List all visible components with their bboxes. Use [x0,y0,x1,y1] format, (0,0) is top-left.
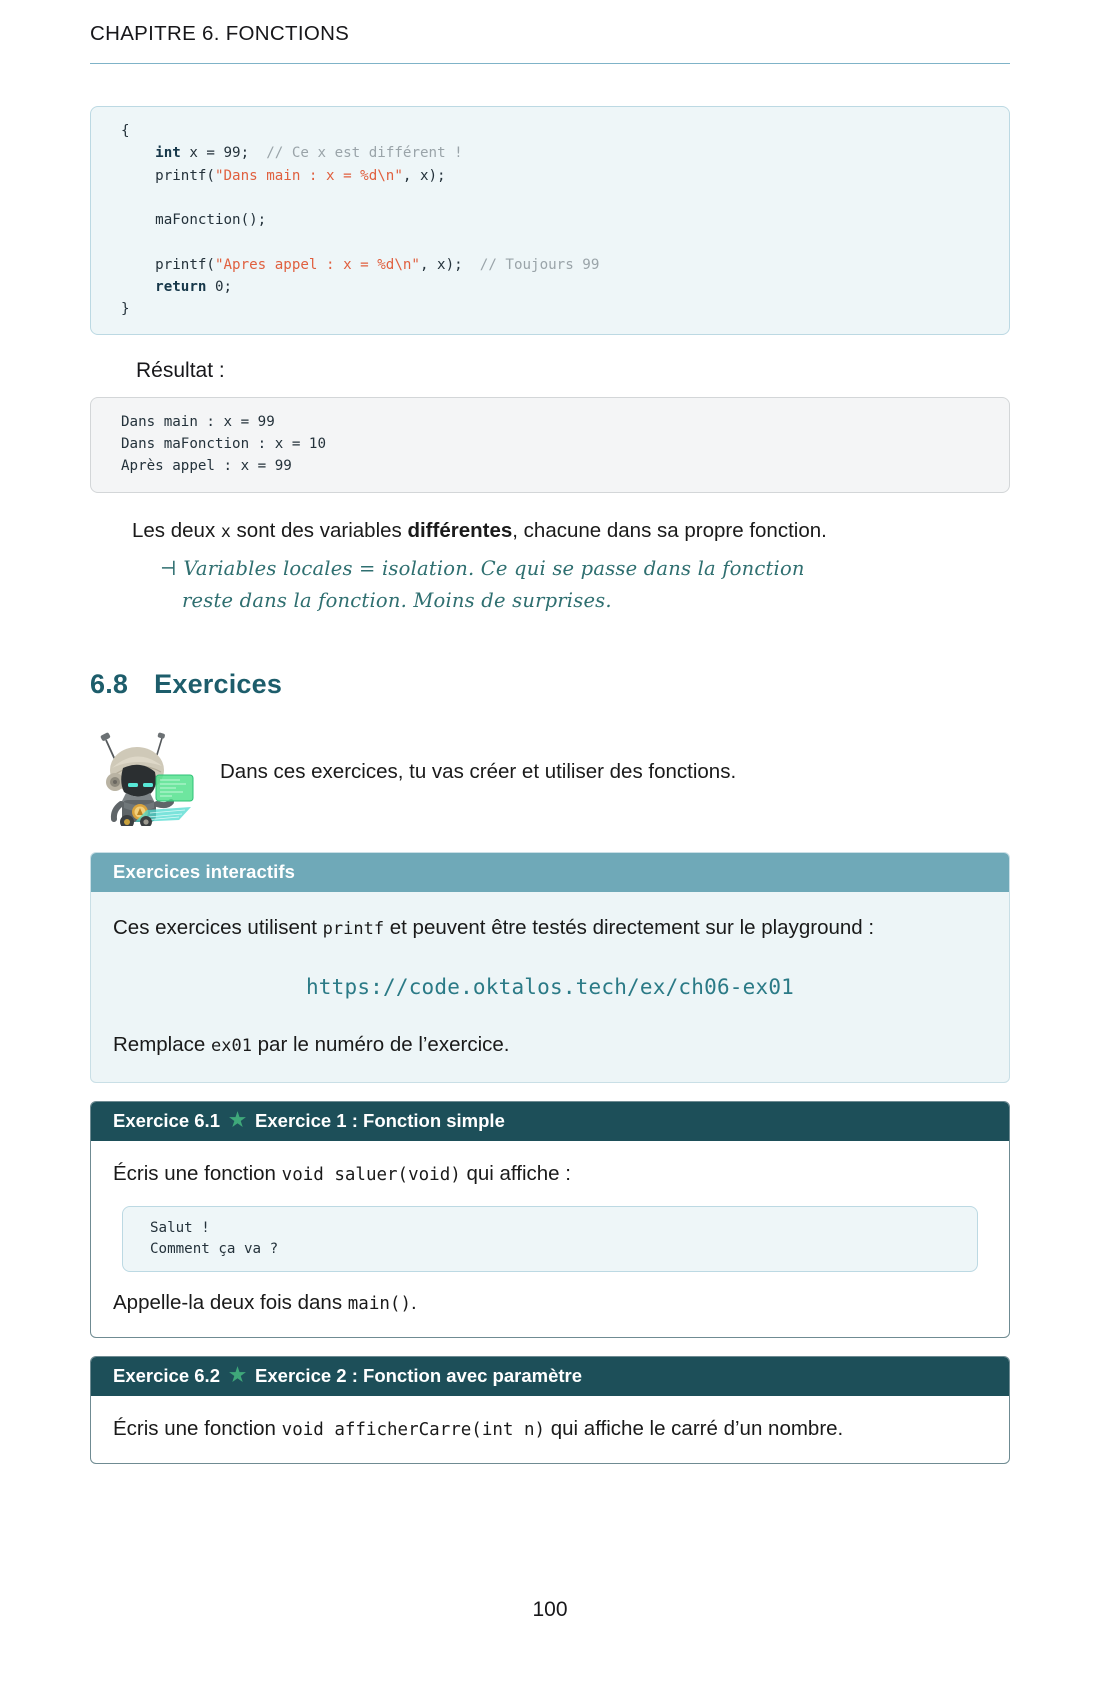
code-blank-line-1 [121,187,1009,209]
star-icon: ★ [228,1110,247,1132]
tipbox-body [91,892,1009,1082]
note-text-line-1: Variables locales = isolation. Ce qui se passe dans la fonction [183,556,805,580]
code-block-c [90,106,1010,335]
code-string-1: "Dans main : x = %d\n" [214,167,403,184]
explanation-paragraph [90,515,1010,547]
tipbox-line2-a: Remplace [113,1032,211,1056]
inline-code-ex01: ex01 [211,1035,252,1056]
code-blank-line-2 [121,231,1009,253]
exercise-1-text-a: Écris une fonction [113,1161,282,1185]
paragraph-part-2: sont des variables [230,518,408,542]
intro-text: Dans ces exercices, tu vas créer et utiliser des fonctions. [220,759,737,783]
paragraph-part-3: , chacune dans sa propre fonction. [512,518,827,542]
tipbox-title: Exercices interactifs [91,853,1009,892]
inline-code-main: main() [347,1293,411,1314]
tipbox-line-1 [113,912,987,945]
handwritten-note-line-1 [160,553,1010,585]
playground-url-link[interactable]: https://code.oktalos.tech/ex/ch06-ex01 [305,974,795,999]
exercise-1-header [91,1102,1009,1141]
exercise-box-2 [90,1356,1010,1464]
code-num-99: 99 [223,145,241,162]
tipbox-line2-b: par le numéro de l’exercice. [251,1032,510,1056]
inline-code-printf: printf [322,918,385,939]
code-semicolon: ; [240,145,250,162]
header-rule [90,63,1010,64]
exercise-2-title: Exercice 2 : Fonction avec paramètre [255,1364,583,1386]
code-string-2: "Apres appel : x = %d\n" [214,256,420,273]
code-num-0: 0 [214,279,224,296]
running-header: CHAPITRE 6. FONCTIONS [90,22,350,45]
exercise-2-label: Exercice 6.2 [113,1364,220,1386]
intro-row [90,718,1010,826]
handwritten-note-line-2: reste dans la fonction. Moins de surprises. [182,588,612,612]
star-icon: ★ [228,1365,247,1387]
paragraph-bold-differentes: différentes [407,518,513,542]
code-printf-1: printf( [155,167,215,184]
exercise-1-output-block [122,1206,978,1272]
code-printf-2: printf( [155,256,215,273]
section-number: 6.8 [90,668,129,699]
exercise-1-text-b: qui affiche : [460,1161,571,1185]
exercise-2-statement [113,1414,987,1445]
tipbox-line1-a: Ces exercices utilisent [113,915,323,939]
exercise-1-followup [113,1288,987,1319]
code-indent-4 [121,279,155,295]
exercise-1-output-line-2: Comment ça va ? [150,1240,279,1257]
inline-code-x: x [220,521,231,541]
exercise-1-after-a: Appelle-la deux fois dans [113,1290,348,1314]
code-call-mafonction: maFonction(); [121,212,267,229]
page-number: 100 [532,1598,568,1621]
exercise-1-after-b: . [410,1290,417,1314]
code-var-x: x = [180,145,224,162]
exercise-1-title: Exercice 1 : Fonction simple [255,1109,505,1131]
section-title: Exercices [154,668,283,699]
inline-code-affichercarre: void afficherCarre(int n) [281,1419,546,1440]
inline-code-saluer: void saluer(void) [281,1164,461,1185]
handwritten-note [160,553,1010,617]
resultat-label: Résultat : [136,358,225,382]
code-indent [121,145,155,161]
code-args-1: , x); [402,167,446,184]
exercise-2-body [91,1396,1009,1463]
keyword-int: int [155,145,181,162]
code-args-2: , x); [419,256,463,273]
output-line-3: Après appel : x = 99 [121,458,292,475]
code-comment-1: // Ce x est différent ! [266,145,463,162]
exercise-1-label: Exercice 6.1 [113,1109,220,1131]
exercise-2-text-b: qui affiche le carré d’un nombre. [545,1416,844,1440]
exercise-2-header [91,1357,1009,1396]
code-indent-3 [121,257,155,273]
exercise-1-statement [113,1159,987,1190]
keyword-return: return [155,279,207,296]
robot-mascot-icon [90,718,198,826]
section-heading [90,669,1010,700]
output-line-2: Dans maFonction : x = 10 [121,435,326,452]
code-semicolon-2: ; [223,279,233,296]
output-block [90,397,1010,493]
tipbox-line-2 [113,1029,987,1062]
note-marker-icon: ⊣ [160,556,177,580]
output-line-1: Dans main : x = 99 [121,413,275,430]
code-line-brace-open: { [121,123,130,139]
tipbox-line1-b: et peuvent être testés directement sur le playground : [384,915,875,939]
paragraph-part-1: Les deux [132,518,221,542]
code-line-brace-close: } [121,301,130,318]
exercise-box-1 [90,1101,1010,1338]
code-indent-2 [121,168,155,184]
exercise-1-body [91,1141,1009,1337]
exercise-2-text-a: Écris une fonction [113,1416,282,1440]
code-comment-2: // Toujours 99 [479,256,600,273]
exercise-1-output-line-1: Salut ! [150,1219,210,1236]
tipbox-exercices-interactifs [90,852,1010,1083]
